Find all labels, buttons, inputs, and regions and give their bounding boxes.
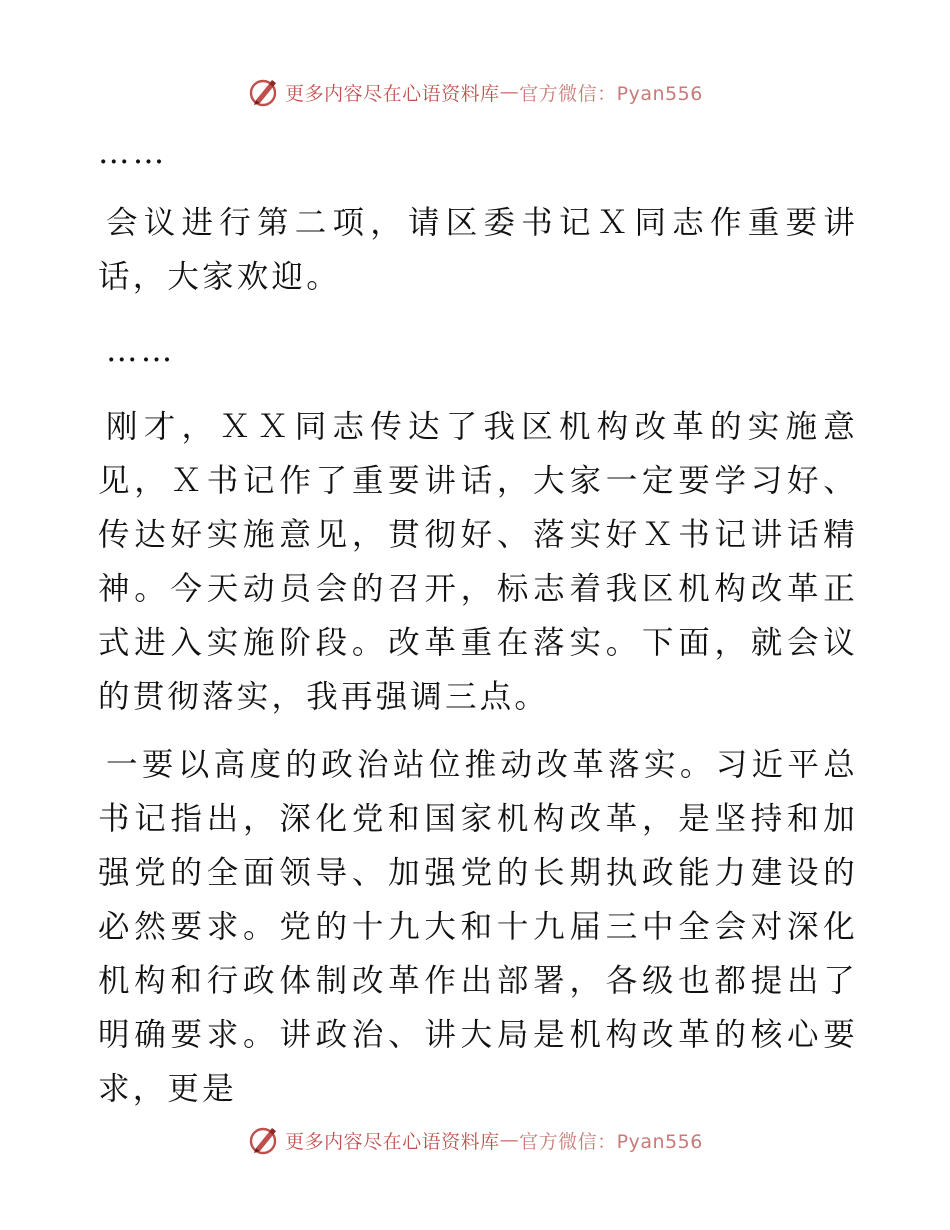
footer-watermark: [0, 1124, 950, 1156]
pen-logo-icon: [247, 76, 279, 108]
ellipsis-line: ……: [98, 135, 168, 171]
pen-logo-icon: [247, 1124, 279, 1156]
document-body: [98, 126, 858, 1116]
paragraph: 一要以高度的政治站位推动改革落实。习近平总书记指出，深化党和国家机构改革，是坚持和加强党的全面领导、加强党的长期执政能力建设的必然要求。党的十九大和十九届三中全会对深化机构和行政体制改革作出部署，各级也都提出了明确要求。讲政治、讲大局是机构改革的核心要求，更是: [98, 747, 858, 1107]
header-watermark: [0, 76, 950, 108]
watermark-separator: —: [499, 81, 520, 103]
watermark-contact: 官方微信：Pyan556: [519, 1130, 703, 1153]
ellipsis-line: ……: [106, 333, 176, 369]
watermark-text: 更多内容尽在心语资料库: [285, 82, 500, 105]
watermark-separator: —: [499, 1129, 520, 1151]
paragraph: 会议进行第二项，请区委书记Ｘ同志作重要讲话，大家欢迎。: [98, 205, 858, 295]
paragraph: 刚才，ＸＸ同志传达了我区机构改革的实施意见，Ｘ书记作了重要讲话，大家一定要学习好、传达好实施意见，贯彻好、落实好Ｘ书记讲话精神。今天动员会的召开，标志着我区机构改革正式进入实施阶段。改革重在落实。下面，就会议的贯彻落实，我再强调三点。: [98, 409, 858, 715]
watermark-text: 更多内容尽在心语资料库: [285, 1130, 500, 1153]
watermark-contact: 官方微信：Pyan556: [519, 82, 703, 105]
